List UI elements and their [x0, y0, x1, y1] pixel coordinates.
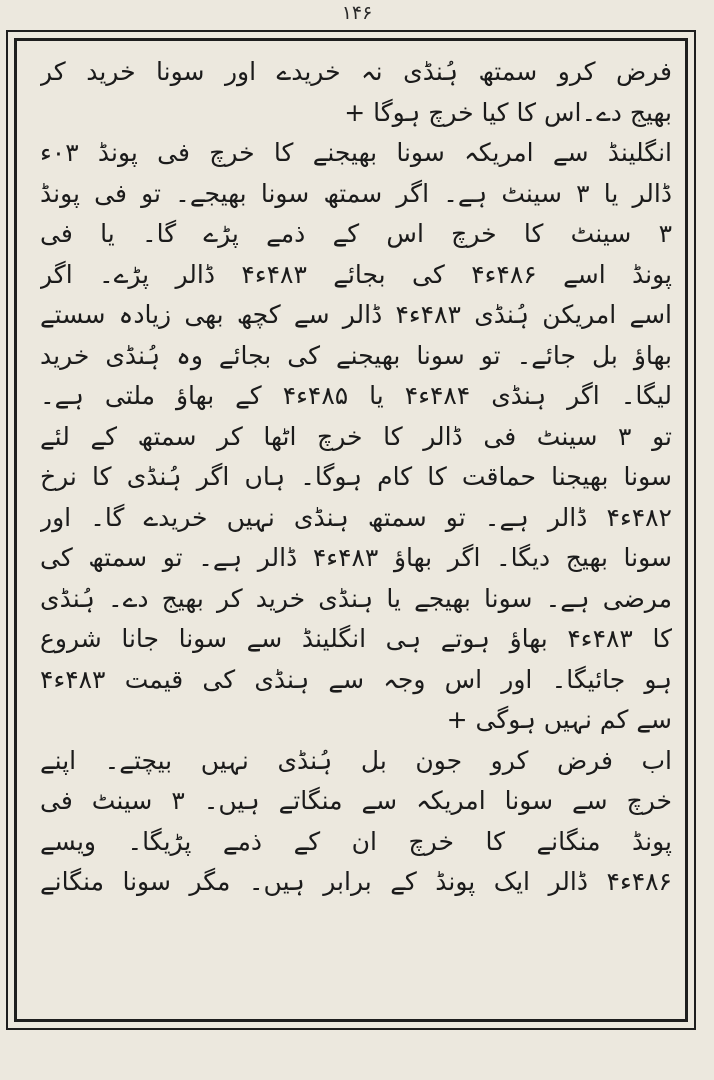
text-line: اسے امریکن ہُنڈی ۴۸۳ء۴ ڈالر سے کچھ بھی زیادہ سستے — [40, 300, 672, 329]
text-line: سونا بھیجنا حماقت کا کام ہوگا۔ ہاں اگر ہُنڈی کا نرخ — [40, 462, 672, 491]
text-line: ہو جائیگا۔ اور اس وجہ سے ہنڈی کی قیمت ۴۸۳ء۴ — [40, 664, 672, 694]
text-line: اب فرض کرو جون بل ہُنڈی نہیں بیچتے۔ اپنے — [40, 745, 672, 775]
body-text — [40, 52, 672, 903]
text-line: خرچ سے سونا امریکہ سے منگاتے ہیں۔ ۳ سینٹ فی — [40, 786, 672, 815]
text-line: کا ۴۸۳ء۴ بھاؤ ہوتے ہی انگلینڈ سے سونا جانا شروع — [40, 624, 672, 653]
text-line: ۳ سینٹ کا خرچ اس کے ذمے پڑے گا۔ یا فی — [40, 219, 672, 248]
text-line: لیگا۔ اگر ہنڈی ۴۸۴ء۴ یا ۴۸۵ء۴ کے بھاؤ ملتی ہے۔ — [40, 381, 672, 410]
text-line: انگلینڈ سے امریکہ سونا بھیجنے کا خرچ فی پونڈ ۰۳ء — [40, 138, 672, 167]
text-line: بھیج دے۔اس کا کیا خرچ ہوگا + — [344, 97, 672, 127]
text-line: ۴۸۶ء۴ ڈالر ایک پونڈ کے برابر ہیں۔ مگر سونا منگانے — [40, 867, 672, 896]
text-line: تو ۳ سینٹ فی ڈالر کا خرچ اٹھا کر سمتھ کے لئے — [40, 421, 672, 451]
text-line: فرض کرو سمتھ ہُنڈی نہ خریدے اور سونا خرید کر — [40, 57, 672, 86]
text-line: سونا بھیج دیگا۔ اگر بھاؤ ۴۸۳ء۴ ڈالر ہے۔ تو سمتھ کی — [40, 543, 672, 572]
text-line: پونڈ اسے ۴۸۶ء۴ کی بجائے ۴۸۳ء۴ ڈالر پڑے۔ اگر — [40, 259, 672, 289]
text-line: مرضی ہے۔ سونا بھیجے یا ہنڈی خرید کر بھیج دے۔ ہُنڈی — [40, 583, 672, 613]
text-line: ۴۸۲ء۴ ڈالر ہے۔ تو سمتھ ہنڈی نہیں خریدے گا۔ اور — [40, 502, 672, 532]
text-line: ڈالر یا ۳ سینٹ ہے۔ اگر سمتھ سونا بھیجے۔ تو فی پونڈ — [40, 178, 672, 208]
text-line: بھاؤ بل جائے۔ تو سونا بھیجنے کی بجائے وہ ہُنڈی خرید — [40, 340, 672, 370]
text-line: پونڈ منگانے کا خرچ ان کے ذمے پڑیگا۔ ویسے — [40, 826, 672, 856]
page-number: ۱۴۶ — [341, 2, 373, 24]
text-line: سے کم نہیں ہوگی + — [446, 705, 672, 734]
